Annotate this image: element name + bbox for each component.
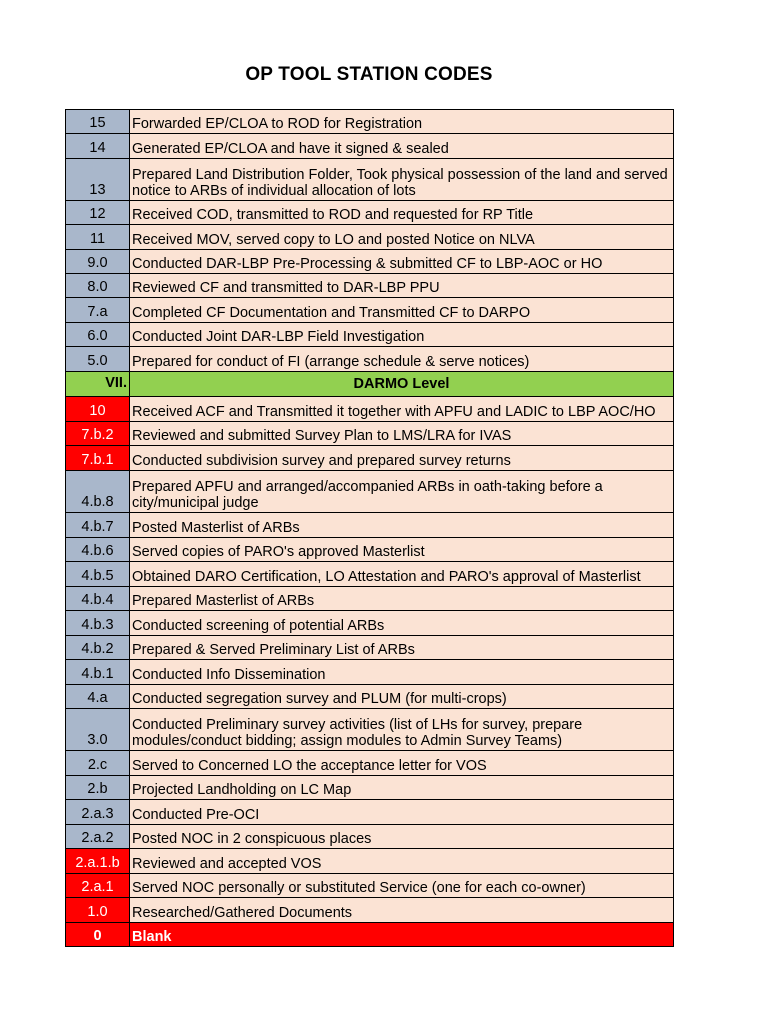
table-row [66,110,674,134]
station-code-cell: 2.c [66,751,130,776]
table-row [66,422,674,446]
station-codes-table [65,109,674,947]
station-description-cell: Conducted Info Dissemination [130,660,674,685]
station-description-cell: Received COD, transmitted to ROD and requested for RP Title [130,201,674,225]
table-row [66,849,674,874]
station-description-cell: Conducted segregation survey and PLUM (for multi-crops) [130,685,674,709]
station-code-cell: 9.0 [66,250,130,274]
station-description-cell: Received MOV, served copy to LO and posted Notice on NLVA [130,225,674,250]
station-code-cell: 4.a [66,685,130,709]
station-description-cell: DARMO Level [130,372,674,397]
station-code-cell: 4.b.4 [66,587,130,611]
station-description-cell: Generated EP/CLOA and have it signed & sealed [130,134,674,159]
station-description-cell: Prepared for conduct of FI (arrange schedule & serve notices) [130,347,674,372]
station-description-cell: Reviewed and accepted VOS [130,849,674,874]
station-code-cell: 2.a.1.b [66,849,130,874]
station-codes-body [66,110,674,947]
table-row [66,660,674,685]
station-description-cell: Completed CF Documentation and Transmitted CF to DARPO [130,298,674,323]
section-row [66,372,674,397]
table-row [66,709,674,751]
table-row [66,636,674,660]
station-description-cell: Reviewed CF and transmitted to DAR-LBP PPU [130,274,674,298]
station-description-cell: Posted Masterlist of ARBs [130,513,674,538]
table-row [66,298,674,323]
station-description-cell: Projected Landholding on LC Map [130,776,674,800]
station-description-cell: Obtained DARO Certification, LO Attestation and PARO's approval of Masterlist [130,562,674,587]
table-row [66,225,674,250]
table-row [66,874,674,898]
station-code-cell: 4.b.1 [66,660,130,685]
station-description-cell: Conducted DAR-LBP Pre-Processing & submitted CF to LBP-AOC or HO [130,250,674,274]
table-row [66,471,674,513]
table-row [66,825,674,849]
station-code-cell: 10 [66,397,130,422]
table-row [66,898,674,923]
station-code-cell: 4.b.5 [66,562,130,587]
station-code-cell: 1.0 [66,898,130,923]
table-row [66,397,674,422]
station-code-cell: 15 [66,110,130,134]
page-title: OP TOOL STATION CODES [245,64,493,85]
table-row [66,751,674,776]
station-code-cell: 12 [66,201,130,225]
table-row [66,323,674,347]
station-description-cell: Researched/Gathered Documents [130,898,674,923]
table-row [66,347,674,372]
station-description-cell: Conducted Pre-OCI [130,800,674,825]
station-code-cell: 7.b.1 [66,446,130,471]
station-code-cell: 4.b.2 [66,636,130,660]
station-description-cell: Prepared Land Distribution Folder, Took physical possession of the land and served notice to ARBs of individual allocation of lots [130,159,674,201]
table-row [66,562,674,587]
station-description-cell: Conducted Preliminary survey activities (list of LHs for survey, prepare modules/conduct bidding; assign modules to Admin Survey Teams) [130,709,674,751]
station-code-cell: 7.a [66,298,130,323]
station-code-cell: 4.b.6 [66,538,130,562]
station-description-cell: Conducted Joint DAR-LBP Field Investigation [130,323,674,347]
station-description-cell: Reviewed and submitted Survey Plan to LMS/LRA for IVAS [130,422,674,446]
station-description-cell: Conducted subdivision survey and prepared survey returns [130,446,674,471]
station-description-cell: Prepared Masterlist of ARBs [130,587,674,611]
station-code-cell: 3.0 [66,709,130,751]
table-row [66,250,674,274]
table-row [66,776,674,800]
table-row [66,159,674,201]
table-row [66,685,674,709]
station-code-cell: 4.b.7 [66,513,130,538]
station-description-cell: Forwarded EP/CLOA to ROD for Registration [130,110,674,134]
station-code-cell: 5.0 [66,347,130,372]
station-code-cell: 2.a.3 [66,800,130,825]
table-row [66,587,674,611]
table-row [66,134,674,159]
station-code-cell: 2.b [66,776,130,800]
table-row [66,800,674,825]
station-description-cell: Served NOC personally or substituted Service (one for each co-owner) [130,874,674,898]
station-description-cell: Received ACF and Transmitted it together with APFU and LADIC to LBP AOC/HO [130,397,674,422]
table-row [66,201,674,225]
station-code-cell: 2.a.2 [66,825,130,849]
station-code-cell: 13 [66,159,130,201]
station-description-cell: Blank [130,923,674,947]
station-code-cell: 14 [66,134,130,159]
station-description-cell: Served to Concerned LO the acceptance letter for VOS [130,751,674,776]
station-code-cell: 6.0 [66,323,130,347]
station-description-cell: Posted NOC in 2 conspicuous places [130,825,674,849]
station-code-cell: 7.b.2 [66,422,130,446]
table-row [66,923,674,947]
table-row [66,611,674,636]
table-row [66,513,674,538]
station-code-cell: 8.0 [66,274,130,298]
station-description-cell: Prepared APFU and arranged/accompanied ARBs in oath-taking before a city/municipal judge [130,471,674,513]
table-row [66,274,674,298]
station-code-cell: VII. [66,372,130,397]
station-description-cell: Conducted screening of potential ARBs [130,611,674,636]
table-row [66,538,674,562]
station-description-cell: Prepared & Served Preliminary List of ARBs [130,636,674,660]
table-row [66,446,674,471]
station-code-cell: 4.b.8 [66,471,130,513]
station-code-cell: 4.b.3 [66,611,130,636]
station-code-cell: 11 [66,225,130,250]
station-code-cell: 0 [66,923,130,947]
station-description-cell: Served copies of PARO's approved Masterlist [130,538,674,562]
station-code-cell: 2.a.1 [66,874,130,898]
